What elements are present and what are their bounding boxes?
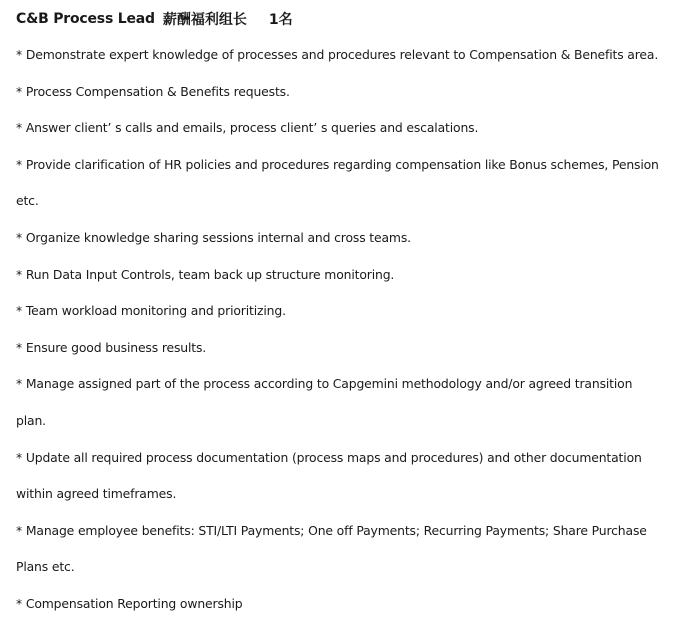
headcount: 1名: [268, 11, 293, 28]
job-title-row: [16, 0, 671, 37]
job-description: [16, 0, 671, 623]
responsibility-line: * Manage assigned part of the process according to Capgemini methodology and/or agreed transition: [16, 376, 633, 392]
job-title-english: C&B Process Lead: [16, 10, 155, 27]
responsibility-line: * Demonstrate expert knowledge of processes and procedures relevant to Compensation & Benefits area.: [16, 47, 659, 62]
responsibility-line: * Manage employee benefits: STI/LTI Payments; One off Payments; Recurring Payments; Share Purchase: [16, 522, 647, 538]
responsibility-line: plan.: [16, 412, 46, 428]
responsibility-line: etc.: [16, 193, 39, 209]
responsibility-line: * Provide clarification of HR policies and procedures regarding compensation like Bonus schemes, Pension: [16, 156, 659, 172]
responsibility-line: within agreed timeframes.: [16, 486, 177, 502]
responsibility-line: * Process Compensation & Benefits requests.: [16, 83, 290, 99]
responsibility-line: * Ensure good business results.: [16, 339, 207, 355]
responsibility-line: * Team workload monitoring and prioritizing.: [16, 303, 286, 319]
responsibility-line: * Update all required process documentation (process maps and procedures) and other documentation: [16, 449, 642, 465]
responsibility-line: * Compensation Reporting ownership: [16, 595, 243, 611]
responsibilities-list: [16, 37, 671, 623]
responsibility-line: * Run Data Input Controls, team back up structure monitoring.: [16, 266, 395, 282]
responsibility-line: * Answer client’ s calls and emails, process client’ s queries and escalations.: [16, 120, 479, 136]
job-title-chinese: 薪酬福利组长: [162, 11, 247, 28]
responsibility-line: Plans etc.: [16, 559, 75, 575]
responsibility-line: * Organize knowledge sharing sessions internal and cross teams.: [16, 229, 411, 245]
